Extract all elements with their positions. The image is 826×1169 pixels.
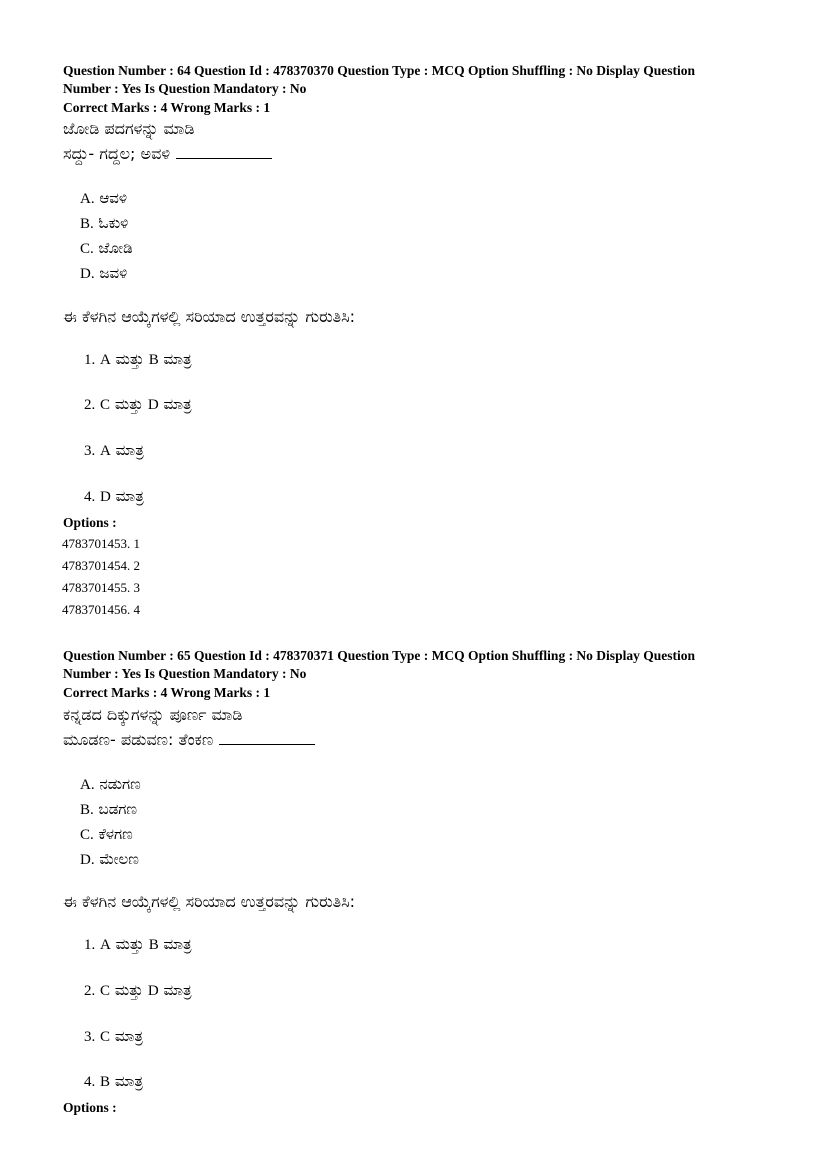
choice-connector: ಮಾತ್ರ (114, 1072, 143, 1090)
choice-second-letter: B (148, 352, 159, 368)
question-marks: Correct Marks : 4 Wrong Marks : 1 (63, 100, 271, 115)
item-text: ನಡುಗಣ (99, 775, 141, 793)
list-item-c (80, 822, 133, 847)
list-item-b (80, 211, 128, 236)
item-text: ಓಕುಳಿ (98, 214, 129, 232)
choice-2 (84, 395, 192, 414)
item-letter: D. (80, 852, 95, 868)
choice-first-letter: C (100, 1029, 111, 1045)
item-text: ಬಡಗಣ (98, 800, 138, 818)
list-item-a (80, 186, 127, 211)
choice-connector: ಮಾತ್ರ (114, 1027, 143, 1045)
choice-first-letter: D (100, 489, 111, 505)
item-letter: D. (80, 266, 95, 282)
question-instruction: ಜೋಡಿ ಪದಗಳನ್ನು ಮಾಡಿ (63, 119, 195, 138)
question-prompt (63, 729, 315, 751)
choice-number: 1. (84, 937, 96, 953)
choice-suffix: ಮಾತ್ರ (163, 935, 192, 953)
options-label: Options : (63, 515, 117, 530)
item-letter: A. (80, 777, 95, 793)
question-prompt-text: ಸದ್ದು- ಗದ್ದಲ; ಅವಳಿ (63, 144, 171, 163)
list-item-d (80, 847, 139, 872)
list-item-b (80, 797, 137, 822)
choice-2 (84, 981, 192, 1000)
item-text: ಕೆಳಗಣ (98, 825, 133, 843)
choice-first-letter: C (100, 983, 111, 999)
item-letter: C. (80, 827, 94, 843)
item-letter: C. (80, 241, 94, 257)
choice-number: 2. (84, 983, 96, 999)
choice-connector: ಮತ್ತು (114, 395, 144, 413)
question-header-line2: Number : Yes Is Question Mandatory : No (63, 81, 307, 96)
choice-connector: ಮಾತ್ರ (115, 441, 144, 459)
choose-instruction: ಈ ಕೆಳಗಿನ ಆಯ್ಕೆಗಳಲ್ಲಿ ಸರಿಯಾದ ಉತ್ತರವನ್ನು ಗುರುತಿಸಿ: (63, 892, 356, 911)
choice-number: 3. (84, 443, 96, 459)
item-text: ಮೇಲಣ (99, 850, 139, 868)
list-item-c (80, 236, 133, 261)
choice-connector: ಮತ್ತು (115, 350, 144, 368)
item-letter: A. (80, 191, 95, 207)
choice-number: 4. (84, 1074, 96, 1090)
choice-3 (84, 441, 144, 460)
options-label: Options : (63, 1100, 117, 1115)
option-id-2: 4783701454. 2 (62, 558, 140, 573)
choice-suffix: ಮಾತ್ರ (163, 350, 192, 368)
item-letter: B. (80, 216, 94, 232)
item-text: ಜವಳಿ (99, 264, 128, 282)
choice-first-letter: A (100, 937, 111, 953)
choice-first-letter: B (100, 1074, 111, 1090)
choice-connector: ಮತ್ತು (114, 981, 144, 999)
item-letter: B. (80, 802, 94, 818)
option-id-3: 4783701455. 3 (62, 580, 140, 595)
item-text: ಜೋಡಿ (98, 239, 133, 257)
answer-blank (176, 144, 272, 159)
choice-number: 1. (84, 352, 96, 368)
choice-first-letter: A (100, 443, 111, 459)
choice-4 (84, 1072, 143, 1091)
question-prompt (63, 143, 272, 165)
choice-1 (84, 935, 192, 954)
choice-1 (84, 350, 192, 369)
question-instruction: ಕನ್ನಡದ ದಿಕ್ಕುಗಳನ್ನು ಪೂರ್ಣ ಮಾಡಿ (63, 705, 243, 724)
choice-number: 4. (84, 489, 96, 505)
choice-number: 3. (84, 1029, 96, 1045)
question-header-line1: Question Number : 65 Question Id : 478370371 Question Type : MCQ Option Shuffling : No Display Question (63, 648, 695, 663)
choice-connector: ಮತ್ತು (115, 935, 144, 953)
item-text: ಆವಳಿ (99, 189, 128, 207)
question-prompt-text: ಮೂಡಣ- ಪಡುವಣ: ತೆಂಕಣ (63, 730, 214, 749)
choice-3 (84, 1027, 143, 1046)
choose-instruction: ಈ ಕೆಳಗಿನ ಆಯ್ಕೆಗಳಲ್ಲಿ ಸರಿಯಾದ ಉತ್ತರವನ್ನು ಗುರುತಿಸಿ: (63, 307, 356, 326)
question-header-line1: Question Number : 64 Question Id : 478370370 Question Type : MCQ Option Shuffling : No Display Question (63, 63, 695, 78)
list-item-a (80, 772, 141, 797)
option-id-1: 4783701453. 1 (62, 536, 140, 551)
choice-4 (84, 487, 144, 506)
list-item-d (80, 261, 127, 286)
choice-number: 2. (84, 397, 96, 413)
choice-second-letter: B (148, 937, 159, 953)
choice-suffix: ಮಾತ್ರ (163, 981, 192, 999)
question-marks: Correct Marks : 4 Wrong Marks : 1 (63, 685, 271, 700)
choice-connector: ಮಾತ್ರ (115, 487, 144, 505)
question-header-line2: Number : Yes Is Question Mandatory : No (63, 666, 307, 681)
option-id-4: 4783701456. 4 (62, 602, 140, 617)
choice-suffix: ಮಾತ್ರ (163, 395, 192, 413)
choice-first-letter: A (100, 352, 111, 368)
answer-blank (219, 730, 315, 745)
choice-first-letter: C (100, 397, 111, 413)
choice-second-letter: D (147, 397, 159, 413)
choice-second-letter: D (147, 983, 159, 999)
